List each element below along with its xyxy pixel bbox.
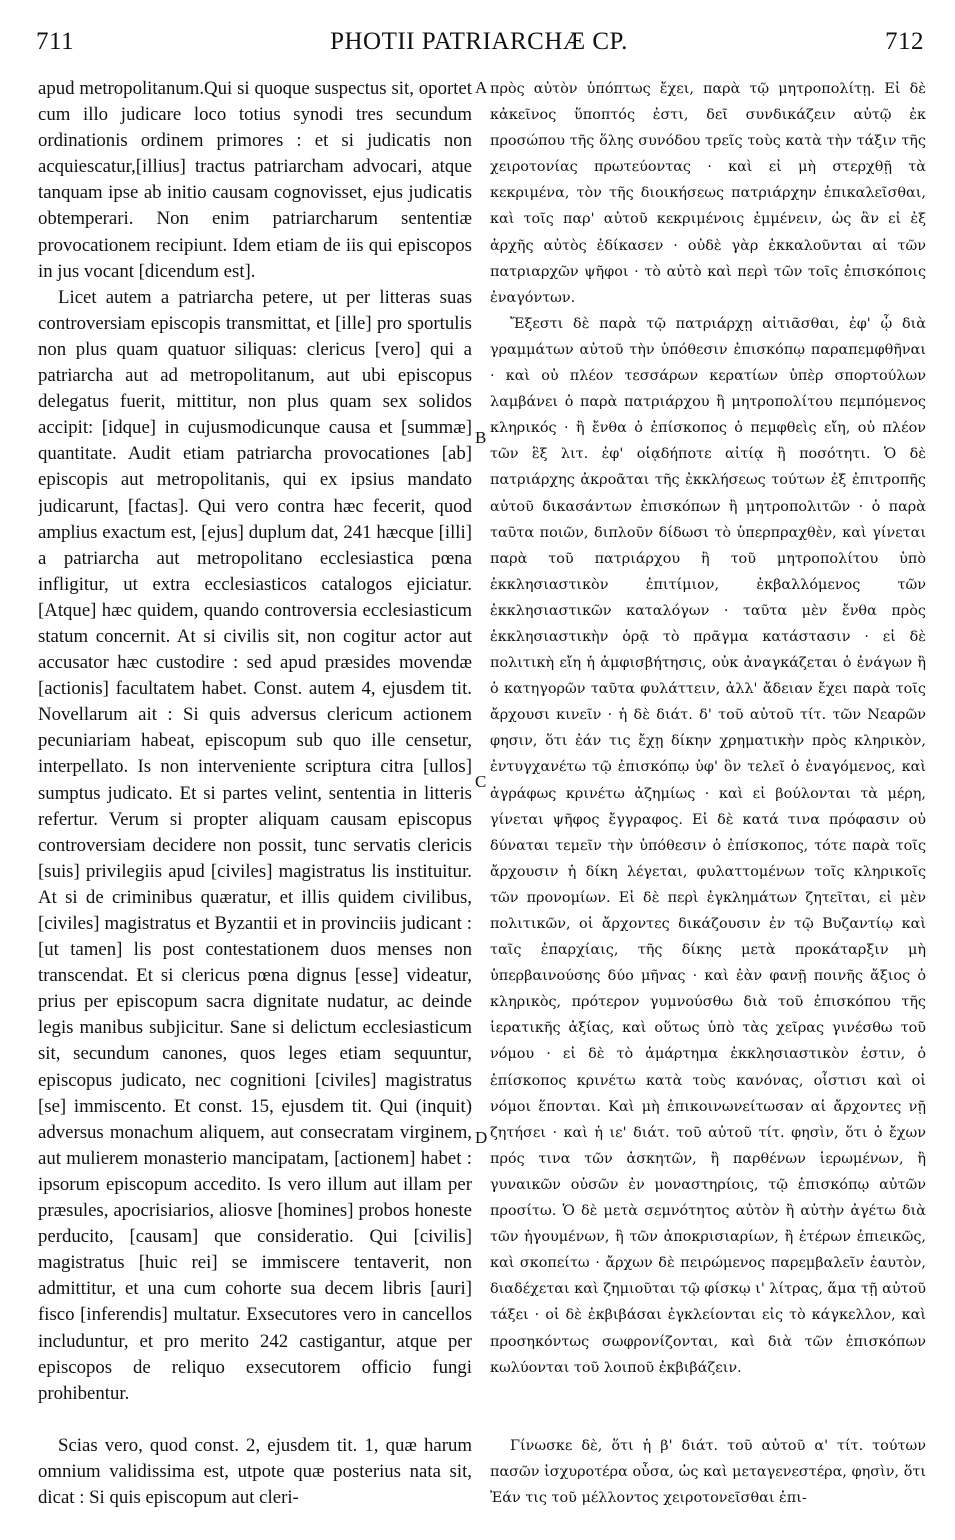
page-header	[34, 28, 924, 68]
latin-column	[38, 76, 472, 1511]
running-title: PHOTII PATRIARCHÆ CP.	[330, 28, 628, 55]
latin-paragraph: apud metropolitanum.Qui si quoque suspectus sit, oportet cum illo judicare loco totius synodi tres secundum ordinationis ordinem primores : et si judicatis non acquiescatur,[illius] tractus patriarcham advocari, atque tanquam ipse ab initio causam cognovisset, ejus judicatis obtemperari. Non enim patriarcharum sententiæ provocationem recipiunt. Idem etiam de iis qui episcopos in jus vocant [dicendum est].	[38, 78, 472, 282]
greek-paragraph: Ἔξεστι δὲ παρὰ τῷ πατριάρχῃ αἰτιᾶσθαι, ἐφ' ᾧ διὰ γραμμάτων αὐτοῦ τὴν ὑπόθεσιν ἐπισκόπῳ παραπεμφθῆναι · καὶ οὐ πλέον τεσσάρων κερατίων ὑπὲρ σπορτούλων λαμβάνει ὁ παρὰ πατριάρχου ἢ μητροπολίτου πεμπόμενος κληρικός · ἢ ἔνθα ὁ ἐπίσκοπος ὁ πεμφθεὶς εἴη, οὐ πλέον τῶν ἓξ λιτ. ἐφ' οἱᾳδήποτε αἰτίᾳ ἢ ποσότητι. Ὁ δὲ πατριάρχης ἀκροᾶται τῆς ἐκκλήσεως τούτων ἐξ ἐπιτροπῆς αὐτοῦ δικασάντων ἐπισκόπων ἢ μητροπολιτῶν · ὁ παρὰ ταῦτα ποιῶν, διπλοῦν δίδωσι τὸ ὑπερπραχθὲν, καὶ γίνεται παρὰ τοῦ πατριάρχου ἢ τοῦ μητροπολίτου ὑπὸ ἐκκλησιαστικὸν ἐπιτίμιον, ἐκβαλλόμενος τῶν ἐκκλησιαστικῶν καταλόγων · ταῦτα μὲν ἔνθα πρὸς ἐκκλησιαστικὴν ὁρᾷ τὸ πρᾶγμα κατάστασιν · εἰ δὲ πολιτικὴ εἴη ἡ ἀμφισβήτησις, οὐκ ἀναγκάζεται ὁ ἐνάγων ἢ ὁ κατηγορῶν ταῦτα φυλάττειν, ἀλλ' ἄδειαν ἔχει παρὰ τοῖς ἄρχουσι κινεῖν · ἡ δὲ διάτ. δ' τοῦ αὐτοῦ τίτ. τῶν Νεαρῶν φησιν, ὅτι ἐάν τις ἔχῃ δίκην χρηματικὴν πρὸς κληρικὸν, ἐντυγχανέτω τῷ ἐπισκόπῳ ὑφ' ὃν τελεῖ ὁ ἐναγόμενος, καὶ ἀγράφως κρινέτω ἀζημίως · καὶ εἰ βούλονται τὰ μέρη, γίνεται ψῆφος ἔγγραφος. Εἰ δὲ κατά τινα πρόφασιν οὐ δύναται τεμεῖν τὴν ὑπόθεσιν ὁ ἐπίσκοπος, τότε παρὰ τοῖς ἄρχουσιν ἡ δίκη λέγεται, φυλαττομένων τοῖς κληρικοῖς τῶν προνομίων. Εἰ δὲ περὶ ἐγκλημάτων ζητεῖται, εἰ μὲν πολιτικῶν, οἱ ἄρχοντες δικάζουσιν ἐν τῷ Βυζαντίῳ καὶ ταῖς ἐπαρχίαις, τῆς δίκης μετὰ προκάταρξιν μὴ ὑπερβαινούσης δύο μῆνας · καὶ ἐὰν φανῇ ποινῆς ἄξιος ὁ κληρικὸς, πρότερον γυμνούσθω διὰ τοῦ ἐπισκόπου τῆς ἱερατικῆς ἀξίας, καὶ οὕτως ὑπὸ τὰς χεῖρας γινέσθω τοῦ νόμου · εἰ δὲ τὸ ἁμάρτημα ἐκκλησιαστικὸν ἐστιν, ὁ ἐπίσκοπος κρινέτω κατὰ τοὺς κανόνας, οἷστισι καὶ οἱ νόμοι ἕπονται. Καὶ μὴ ἐπικοινωνείτωσαν αἱ ἄρχοντες νῇ ζητήσει · καὶ ἡ ιε' διάτ. τοῦ αὐτοῦ τίτ. φησὶν, ὅτι ὁ ἔχων πρός τινα τῶν ἀσκητῶν, ἢ παρθένων ἱερωμένων, ἢ γυναικῶν οὐσῶν ἐν μοναστηρίοις, τῷ ἐπισκόπῳ αὐτῶν προσίτω. Ὁ δὲ μετὰ σεμνότητος αὐτὸν ἢ αὐτὴν ἀγέτω διὰ τῶν ἡγουμένων, ἢ τῶν ἀποκρισιαρίων, ἢ ἑτέρων ἐπιεικῶς, καὶ σκοπείτω · ἄρχων δὲ πειρώμενος παρεμβαλεῖν ἑαυτὸν, διαδέχεται καὶ ζημιοῦται τῷ φίσκῳ ι' λίτρας, ἅμα τῇ αὐτοῦ τάξει · οἱ δὲ ἐκβιβάσαι ἐγκλείονται εἰς τὸ κάγκελλον, καὶ προσηκόντως σωφρονίζονται, καὶ διὰ τῶν ἐπισκόπων κωλύονται τοῦ λοιποῦ ἐκβιβάζειν.	[490, 315, 926, 1376]
margin-letter-d: D	[475, 1128, 488, 1147]
greek-paragraph: πρὸς αὐτὸν ὑπόπτως ἔχει, παρὰ τῷ μητροπολίτῃ. Εἰ δὲ κἀκεῖνος ὕποπτός ἐστι, δεῖ συνδικάζειν αὐτῷ ἐκ προσώπου τῆς ὅλης συνόδου τρεῖς τοὺς κατὰ τὴν τάξιν τῆς χειροτονίας πρωτεύοντας · καὶ εἰ μὴ στερχθῇ τὰ κεκριμένα, τὸν τῆς διοικήσεως πατριάρχην ἐπικαλεῖσθαι, καὶ τοῖς παρ' αὐτοῦ κεκριμένοις ἐμμένειν, ὡς ἂν εἰ ἐξ ἀρχῆς αὐτὸς ἐδίκασεν · οὐδὲ γὰρ ἐκκαλοῦνται αἱ τῶν πατριαρχῶν ψῆφοι · τὸ αὐτὸ καὶ περὶ τῶν τοῖς ἐπισκόποις ἐναγόντων.	[490, 81, 926, 306]
greek-paragraph: Γίνωσκε δὲ, ὅτι ἡ β' διάτ. τοῦ αὐτοῦ α' τίτ. τούτων πασῶν ἰσχυροτέρα οὖσα, ὡς καὶ μεταγενεστέρα, φησὶν, ὅτι Ἐάν τις τοῦ μέλλοντος χειροτονεῖσθαι ἐπι-	[490, 1437, 926, 1506]
margin-letter-a: A	[475, 78, 488, 97]
page-number-left: 711	[36, 28, 75, 55]
latin-paragraph: Licet autem a patriarcha petere, ut per litteras suas controversiam episcopis transmittat, et [ille] pro sportulis non plus quam quatuor siliquas: clericus [vero] qui a patriarcha aut ad metropolitanum, aut ubi episcopus delegatus fuerit, mittitur, non plus quam sex solidos accipit: [idque] in cujusmodicunque causa et [summæ] quantitate. Audit etiam patriarcha provocationes [ab] episcopis aut metropolitanis, qui ex ipsius mandato judicarunt, [factas]. Qui vero contra hæc fecerit, quod amplius exactum est, [ejus] duplum dat, 241 hæcque [illi] a patriarcha aut metropolitano ecclesiastica pœna infligitur, ut extra ecclesiasticos catalogos ejiciatur. [Atque] hæc quidem, quando controversia ecclesiasticum statum concernit. At si civilis sit, non cogitur actor aut accusator hæc custodire : sed apud præsides movendæ [actionis] facultatem habet. Const. autem 4, ejusdem tit. Novellarum ait : Si quis adversus clericum actionem pecuniariam habeat, episcopum sub quo ille censetur, interpellato. Is non interveniente scriptura citra [ullos] sumptus judicato. Et si partes velint, sententia in litteris refertur. Verum si propter aliquam causam episcopus controversiam decidere non possit, tunc servatis clericis [suis] privilegiis apud [civiles] magistratus lis instituitur. At si de criminibus quæratur, et illis quidem civilibus, [civiles] magistratus et Byzantii et in provinciis judicant : [ut tamen] lis post contestationem duos menses non transcendat. Et si clericus pœna dignus [esse] videatur, prius per episcopum sacra dignitate nudatur, ac deinde legis manibus subjicitur. Sane si delictum ecclesiasticum sit, secundum canones, quos leges etiam sequuntur, episcopus judicato, nec cognitioni [civiles] magistratus [se] immiscento. Et const. 15, ejusdem tit. Qui (inquit) adversus monachum aliquem, aut consecratam virginem, aut mulierem monasterio mancipatam, [actionem] habet : ipsorum episcopum accedito. Is vero illum aut illam per præsules, apocrisiarios, aliosve [homines] probos honeste perducito, [causam] que consideratio. Qui [civilis] magistratus [huic rei] se immiscere tentaverit, non admittitur, et una cum cohorte sua decem libris [auri] fisco [inferendis] multatur. Exsecutores vero in cancellos includuntur, et pro merito 242 castigantur, atque per episcopos de reliquo exsecutorem officio fungi prohibentur.	[38, 286, 472, 1404]
margin-letter-b: B	[475, 428, 487, 447]
margin-letter-c: C	[475, 772, 487, 791]
latin-paragraph: Scias vero, quod const. 2, ejusdem tit. 1, quæ harum omnium validissima est, utpote quæ posterius nata sit, dicat : Si quis episcopum aut cleri-	[38, 1434, 472, 1508]
page-number-right: 712	[885, 28, 924, 55]
greek-column	[490, 76, 926, 1511]
